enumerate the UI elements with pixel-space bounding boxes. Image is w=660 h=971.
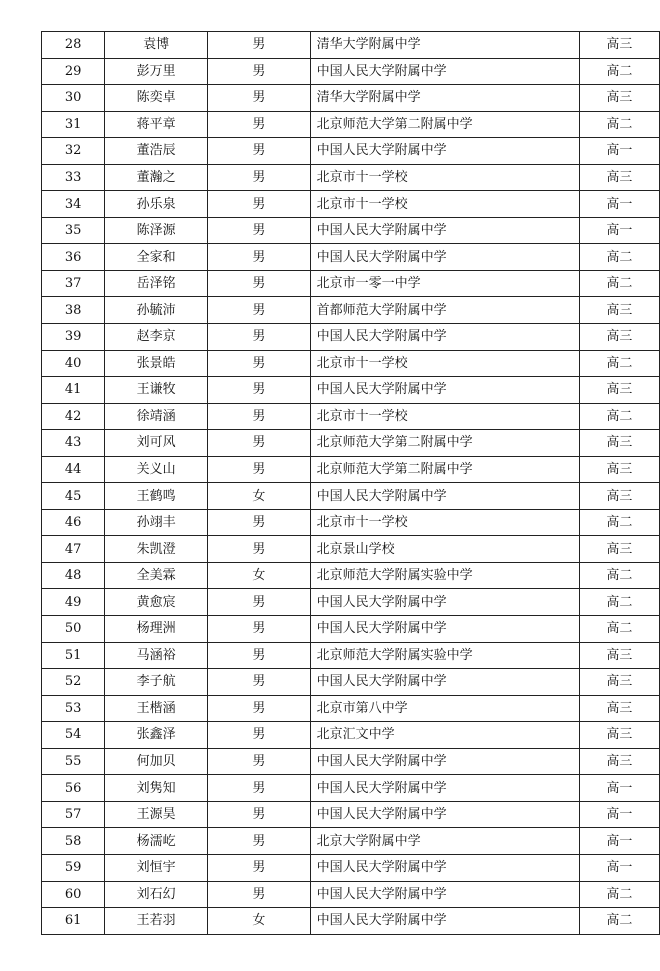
grade-cell: 高三: [579, 430, 659, 457]
row-number-cell: 42: [42, 403, 105, 430]
gender-cell: 女: [208, 562, 311, 589]
row-number-cell: 41: [42, 377, 105, 404]
row-number-cell: 35: [42, 217, 105, 244]
school-cell: 清华大学附属中学: [310, 32, 579, 59]
gender-cell: 男: [208, 748, 311, 775]
gender-cell: 男: [208, 775, 311, 802]
table-row: [42, 775, 660, 802]
table-row: [42, 297, 660, 324]
grade-cell: 高二: [579, 881, 659, 908]
gender-cell: 男: [208, 430, 311, 457]
grade-cell: 高一: [579, 801, 659, 828]
grade-cell: 高三: [579, 164, 659, 191]
student-name-cell: 杨濡屹: [105, 828, 208, 855]
table-row: [42, 270, 660, 297]
grade-cell: 高一: [579, 828, 659, 855]
row-number-cell: 47: [42, 536, 105, 563]
grade-cell: 高三: [579, 748, 659, 775]
gender-cell: 男: [208, 297, 311, 324]
school-cell: 清华大学附属中学: [310, 85, 579, 112]
table-row: [42, 217, 660, 244]
gender-cell: 男: [208, 881, 311, 908]
gender-cell: 女: [208, 483, 311, 510]
grade-cell: 高三: [579, 32, 659, 59]
row-number-cell: 45: [42, 483, 105, 510]
school-cell: 北京市第八中学: [310, 695, 579, 722]
student-name-cell: 朱凯澄: [105, 536, 208, 563]
grade-cell: 高一: [579, 217, 659, 244]
gender-cell: 男: [208, 111, 311, 138]
student-name-cell: 王鹤鸣: [105, 483, 208, 510]
row-number-cell: 60: [42, 881, 105, 908]
school-cell: 中国人民大学附属中学: [310, 908, 579, 935]
row-number-cell: 36: [42, 244, 105, 271]
school-cell: 中国人民大学附属中学: [310, 748, 579, 775]
student-name-cell: 董瀚之: [105, 164, 208, 191]
row-number-cell: 30: [42, 85, 105, 112]
student-name-cell: 孙毓沛: [105, 297, 208, 324]
grade-cell: 高二: [579, 111, 659, 138]
grade-cell: 高三: [579, 642, 659, 669]
student-name-cell: 彭万里: [105, 58, 208, 85]
row-number-cell: 54: [42, 722, 105, 749]
grade-cell: 高三: [579, 324, 659, 351]
school-cell: 中国人民大学附属中学: [310, 483, 579, 510]
row-number-cell: 38: [42, 297, 105, 324]
table-row: [42, 483, 660, 510]
gender-cell: 男: [208, 669, 311, 696]
table-row: [42, 562, 660, 589]
school-cell: 中国人民大学附属中学: [310, 58, 579, 85]
school-cell: 北京市十一学校: [310, 509, 579, 536]
school-cell: 北京景山学校: [310, 536, 579, 563]
student-name-cell: 全美霖: [105, 562, 208, 589]
school-cell: 中国人民大学附属中学: [310, 669, 579, 696]
row-number-cell: 61: [42, 908, 105, 935]
row-number-cell: 34: [42, 191, 105, 218]
table-row: [42, 908, 660, 935]
row-number-cell: 57: [42, 801, 105, 828]
student-name-cell: 蒋平章: [105, 111, 208, 138]
table-row: [42, 854, 660, 881]
gender-cell: 男: [208, 616, 311, 643]
table-row: [42, 669, 660, 696]
gender-cell: 男: [208, 350, 311, 377]
table-row: [42, 111, 660, 138]
table-body: [42, 32, 660, 935]
grade-cell: 高一: [579, 775, 659, 802]
grade-cell: 高三: [579, 669, 659, 696]
row-number-cell: 37: [42, 270, 105, 297]
row-number-cell: 50: [42, 616, 105, 643]
row-number-cell: 49: [42, 589, 105, 616]
gender-cell: 男: [208, 138, 311, 165]
gender-cell: 男: [208, 456, 311, 483]
gender-cell: 男: [208, 244, 311, 271]
student-name-cell: 杨理洲: [105, 616, 208, 643]
student-name-cell: 孙翊丰: [105, 509, 208, 536]
grade-cell: 高二: [579, 403, 659, 430]
row-number-cell: 44: [42, 456, 105, 483]
grade-cell: 高三: [579, 536, 659, 563]
table-row: [42, 164, 660, 191]
grade-cell: 高二: [579, 58, 659, 85]
table-row: [42, 244, 660, 271]
grade-cell: 高三: [579, 85, 659, 112]
grade-cell: 高三: [579, 456, 659, 483]
table-row: [42, 748, 660, 775]
grade-cell: 高三: [579, 483, 659, 510]
gender-cell: 男: [208, 324, 311, 351]
row-number-cell: 59: [42, 854, 105, 881]
school-cell: 北京师范大学第二附属中学: [310, 456, 579, 483]
student-name-cell: 徐靖涵: [105, 403, 208, 430]
table-row: [42, 138, 660, 165]
student-name-cell: 陈泽源: [105, 217, 208, 244]
grade-cell: 高二: [579, 589, 659, 616]
gender-cell: 男: [208, 828, 311, 855]
gender-cell: 男: [208, 58, 311, 85]
gender-cell: 男: [208, 536, 311, 563]
student-name-cell: 全家和: [105, 244, 208, 271]
student-name-cell: 张景皓: [105, 350, 208, 377]
school-cell: 北京市十一学校: [310, 191, 579, 218]
student-name-cell: 王若羽: [105, 908, 208, 935]
table-row: [42, 589, 660, 616]
table-row: [42, 403, 660, 430]
table-row: [42, 456, 660, 483]
gender-cell: 男: [208, 377, 311, 404]
row-number-cell: 32: [42, 138, 105, 165]
table-row: [42, 350, 660, 377]
grade-cell: 高三: [579, 722, 659, 749]
gender-cell: 男: [208, 403, 311, 430]
student-name-cell: 陈奕卓: [105, 85, 208, 112]
grade-cell: 高二: [579, 350, 659, 377]
school-cell: 北京师范大学第二附属中学: [310, 111, 579, 138]
gender-cell: 男: [208, 642, 311, 669]
row-number-cell: 33: [42, 164, 105, 191]
row-number-cell: 52: [42, 669, 105, 696]
table-row: [42, 828, 660, 855]
school-cell: 北京市一零一中学: [310, 270, 579, 297]
grade-cell: 高二: [579, 509, 659, 536]
student-name-cell: 关义山: [105, 456, 208, 483]
school-cell: 北京市十一学校: [310, 164, 579, 191]
student-name-cell: 赵李京: [105, 324, 208, 351]
school-cell: 中国人民大学附属中学: [310, 775, 579, 802]
row-number-cell: 55: [42, 748, 105, 775]
student-name-cell: 孙乐泉: [105, 191, 208, 218]
school-cell: 北京汇文中学: [310, 722, 579, 749]
gender-cell: 男: [208, 854, 311, 881]
gender-cell: 男: [208, 270, 311, 297]
student-name-cell: 刘石幻: [105, 881, 208, 908]
student-name-cell: 李子航: [105, 669, 208, 696]
school-cell: 中国人民大学附属中学: [310, 881, 579, 908]
gender-cell: 男: [208, 217, 311, 244]
grade-cell: 高一: [579, 854, 659, 881]
gender-cell: 男: [208, 32, 311, 59]
table-row: [42, 801, 660, 828]
gender-cell: 男: [208, 801, 311, 828]
student-list-table: [41, 31, 660, 935]
gender-cell: 男: [208, 722, 311, 749]
gender-cell: 男: [208, 191, 311, 218]
student-name-cell: 王源昊: [105, 801, 208, 828]
table-row: [42, 430, 660, 457]
grade-cell: 高三: [579, 377, 659, 404]
row-number-cell: 56: [42, 775, 105, 802]
row-number-cell: 46: [42, 509, 105, 536]
row-number-cell: 48: [42, 562, 105, 589]
table-row: [42, 324, 660, 351]
school-cell: 中国人民大学附属中学: [310, 616, 579, 643]
row-number-cell: 29: [42, 58, 105, 85]
student-name-cell: 王楷涵: [105, 695, 208, 722]
gender-cell: 男: [208, 695, 311, 722]
school-cell: 北京大学附属中学: [310, 828, 579, 855]
school-cell: 中国人民大学附属中学: [310, 138, 579, 165]
table-row: [42, 642, 660, 669]
school-cell: 北京师范大学附属实验中学: [310, 642, 579, 669]
table-row: [42, 695, 660, 722]
school-cell: 中国人民大学附属中学: [310, 801, 579, 828]
gender-cell: 男: [208, 589, 311, 616]
school-cell: 中国人民大学附属中学: [310, 589, 579, 616]
table-row: [42, 536, 660, 563]
row-number-cell: 51: [42, 642, 105, 669]
student-name-cell: 黄愈宸: [105, 589, 208, 616]
gender-cell: 男: [208, 85, 311, 112]
table-row: [42, 722, 660, 749]
grade-cell: 高二: [579, 244, 659, 271]
student-name-cell: 董浩辰: [105, 138, 208, 165]
grade-cell: 高三: [579, 695, 659, 722]
school-cell: 中国人民大学附属中学: [310, 217, 579, 244]
student-name-cell: 马涵裕: [105, 642, 208, 669]
table-row: [42, 377, 660, 404]
row-number-cell: 53: [42, 695, 105, 722]
row-number-cell: 39: [42, 324, 105, 351]
student-name-cell: 岳泽铭: [105, 270, 208, 297]
row-number-cell: 28: [42, 32, 105, 59]
school-cell: 北京师范大学第二附属中学: [310, 430, 579, 457]
row-number-cell: 31: [42, 111, 105, 138]
student-name-cell: 袁博: [105, 32, 208, 59]
grade-cell: 高一: [579, 191, 659, 218]
table-row: [42, 85, 660, 112]
grade-cell: 高二: [579, 562, 659, 589]
grade-cell: 高一: [579, 138, 659, 165]
student-name-cell: 张鑫泽: [105, 722, 208, 749]
school-cell: 中国人民大学附属中学: [310, 244, 579, 271]
gender-cell: 男: [208, 164, 311, 191]
grade-cell: 高二: [579, 616, 659, 643]
row-number-cell: 43: [42, 430, 105, 457]
table-row: [42, 191, 660, 218]
grade-cell: 高二: [579, 270, 659, 297]
row-number-cell: 58: [42, 828, 105, 855]
table-row: [42, 881, 660, 908]
row-number-cell: 40: [42, 350, 105, 377]
table-row: [42, 32, 660, 59]
school-cell: 北京师范大学附属实验中学: [310, 562, 579, 589]
gender-cell: 女: [208, 908, 311, 935]
school-cell: 北京市十一学校: [310, 350, 579, 377]
table-row: [42, 58, 660, 85]
school-cell: 北京市十一学校: [310, 403, 579, 430]
school-cell: 中国人民大学附属中学: [310, 324, 579, 351]
school-cell: 首都师范大学附属中学: [310, 297, 579, 324]
school-cell: 中国人民大学附属中学: [310, 377, 579, 404]
student-name-cell: 刘可风: [105, 430, 208, 457]
gender-cell: 男: [208, 509, 311, 536]
grade-cell: 高二: [579, 908, 659, 935]
student-name-cell: 刘恒宇: [105, 854, 208, 881]
student-name-cell: 刘隽知: [105, 775, 208, 802]
school-cell: 中国人民大学附属中学: [310, 854, 579, 881]
student-name-cell: 王谦牧: [105, 377, 208, 404]
student-name-cell: 何加贝: [105, 748, 208, 775]
table-row: [42, 509, 660, 536]
grade-cell: 高三: [579, 297, 659, 324]
table-row: [42, 616, 660, 643]
